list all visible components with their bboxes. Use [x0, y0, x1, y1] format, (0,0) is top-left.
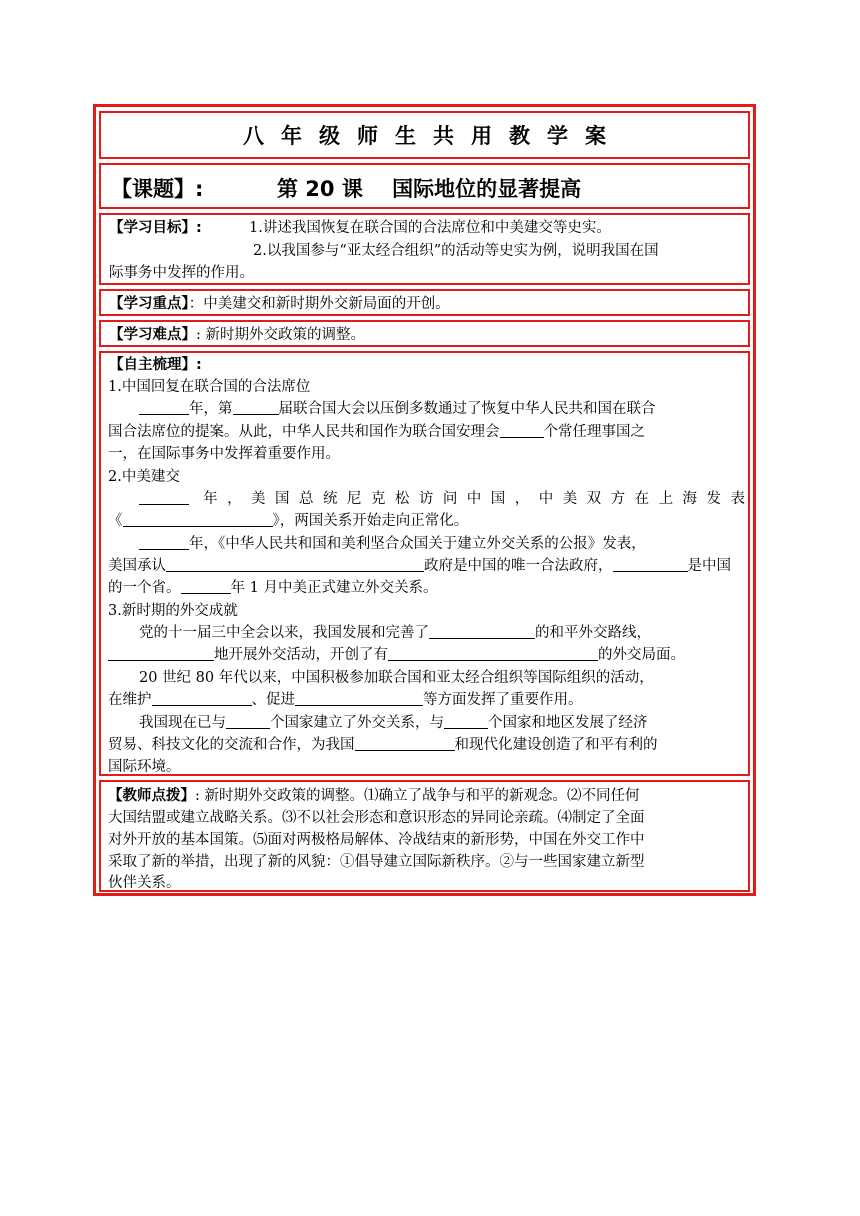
key-point-text: ：中美建交和新时期外交新局面的开创。 — [188, 296, 450, 312]
blank-province[interactable] — [613, 557, 688, 572]
blank-communique-year[interactable] — [139, 535, 189, 550]
blank-government[interactable] — [166, 557, 424, 572]
para-new-era-line-1: 党的十一届三中全会以来，我国发展和完善了 的和平外交路线， — [139, 625, 651, 641]
teacher-tip-line-3: 对外开放的基本国策。⑸面对两极格局解体、冷战结束的新形势，中国在外交工作中 — [108, 832, 645, 848]
para-relations-line-3: 的一个省。 年 1 月中美正式建立外交关系。 — [108, 580, 438, 596]
objectives-label: 【学习目标】: — [109, 220, 202, 236]
topic-text: 第 20 课 国际地位的显著提高 — [277, 177, 582, 201]
blank-character[interactable] — [388, 646, 598, 661]
para-un-seat-line-3: 一，在国际事务中发挥着重要作用。 — [108, 446, 340, 462]
teacher-tip-line-2: 大国结盟或建立战略关系。⑶不以社会形态和意识形态的异同论亲疏。⑷制定了全面 — [108, 810, 645, 826]
teacher-tip-line-5: 伙伴关系。 — [108, 875, 181, 891]
heading-new-era: 3.新时期的外交成就 — [108, 603, 238, 619]
blank-manner[interactable] — [108, 646, 214, 661]
para-relations-count-line-2: 贸易、科技文化的交流和合作，为我国 和现代化建设创造了和平有利的 — [108, 737, 658, 753]
objective-item-2-cont: 际事务中发挥的作用。 — [109, 265, 254, 281]
title-row — [99, 111, 750, 159]
topic-row — [99, 163, 750, 209]
para-nixon-line-2: 《 》，两国关系开始走向正常化。 — [108, 513, 469, 529]
teacher-tip-section — [99, 780, 750, 892]
blank-year[interactable] — [139, 400, 189, 415]
blank-council-count[interactable] — [500, 423, 544, 438]
objective-item-1: 1.讲述我国恢复在联合国的合法席位和中美建交等史实。 — [249, 220, 611, 236]
key-point-label: 【学习重点】 — [109, 296, 189, 312]
para-un-seat-line-1: 年，第 届联合国大会以压倒多数通过了恢复中华人民共和国在联合 — [139, 398, 656, 421]
blank-session[interactable] — [233, 400, 279, 415]
para-new-era-line-2: 地开展外交活动，开创了有 的外交局面。 — [108, 644, 685, 667]
para-1980s-line-2: 在维护 、促进 等方面发挥了重要作用。 — [108, 692, 583, 708]
heading-un-seat: 1.中国回复在联合国的合法席位 — [108, 379, 311, 395]
para-relations-count-line-3: 国际环境。 — [108, 759, 181, 775]
blank-reform[interactable] — [355, 736, 455, 751]
para-relations-count-line-1: 我国现在已与 个国家建立了外交关系，与 个国家和地区发展了经济 — [139, 715, 648, 731]
difficulty-text: : 新时期外交政策的调整。 — [196, 327, 365, 343]
blank-nixon-year[interactable] — [139, 490, 189, 505]
topic-label: 【课题】: — [111, 177, 204, 201]
key-point-section — [99, 289, 750, 316]
lesson-plan-frame — [93, 104, 756, 896]
para-un-seat-line-2: 国合法席位的提案。从此，中华人民共和国作为联合国安理会 个常任理事国之 — [108, 424, 645, 440]
difficulty-section — [99, 320, 750, 347]
blank-promote[interactable] — [295, 691, 423, 706]
blank-region-count[interactable] — [444, 714, 488, 729]
para-nixon-line-1: 年，美国总统尼克松访问中国，中美双方在上海发表 — [139, 488, 745, 511]
difficulty-label: 【学习难点】 — [109, 327, 196, 343]
self-study-label: 【自主梳理】: — [109, 357, 202, 373]
objective-item-2: 2.以我国参与“亚太经合组织”的活动等史实为例，说明我国在国 — [253, 243, 659, 259]
blank-maintain[interactable] — [152, 691, 252, 706]
blank-peace-line[interactable] — [429, 624, 535, 639]
para-relations-line-1: 年，《中华人民共和国和美利坚合众国关于建立外交关系的公报》发表， — [139, 533, 646, 556]
blank-country-count[interactable] — [226, 714, 270, 729]
self-study-section — [99, 351, 750, 776]
para-1980s-line-1: 20 世纪 80 年代以来，中国积极参加联合国和亚太经合组织等国际组织的活动， — [139, 670, 654, 686]
para-relations-line-2: 美国承认 政府是中国的唯一合法政府， 是中国 — [108, 558, 731, 574]
teacher-tip-line-1: 【教师点拨】: 新时期外交政策的调整。⑴确立了战争与和平的新观念。⑵不同任何 — [108, 788, 640, 804]
heading-sino-us: 2.中美建交 — [108, 469, 180, 485]
objectives-section — [99, 213, 750, 285]
teacher-tip-label: 【教师点拨】 — [108, 788, 195, 804]
page-title: 八年级师生共用教学案 — [243, 124, 623, 148]
blank-communique[interactable] — [123, 512, 273, 527]
blank-establish-year[interactable] — [181, 579, 231, 594]
teacher-tip-line-4: 采取了新的举措，出现了新的风貌：①倡导建立国际新秩序。②与一些国家建立新型 — [108, 854, 645, 870]
